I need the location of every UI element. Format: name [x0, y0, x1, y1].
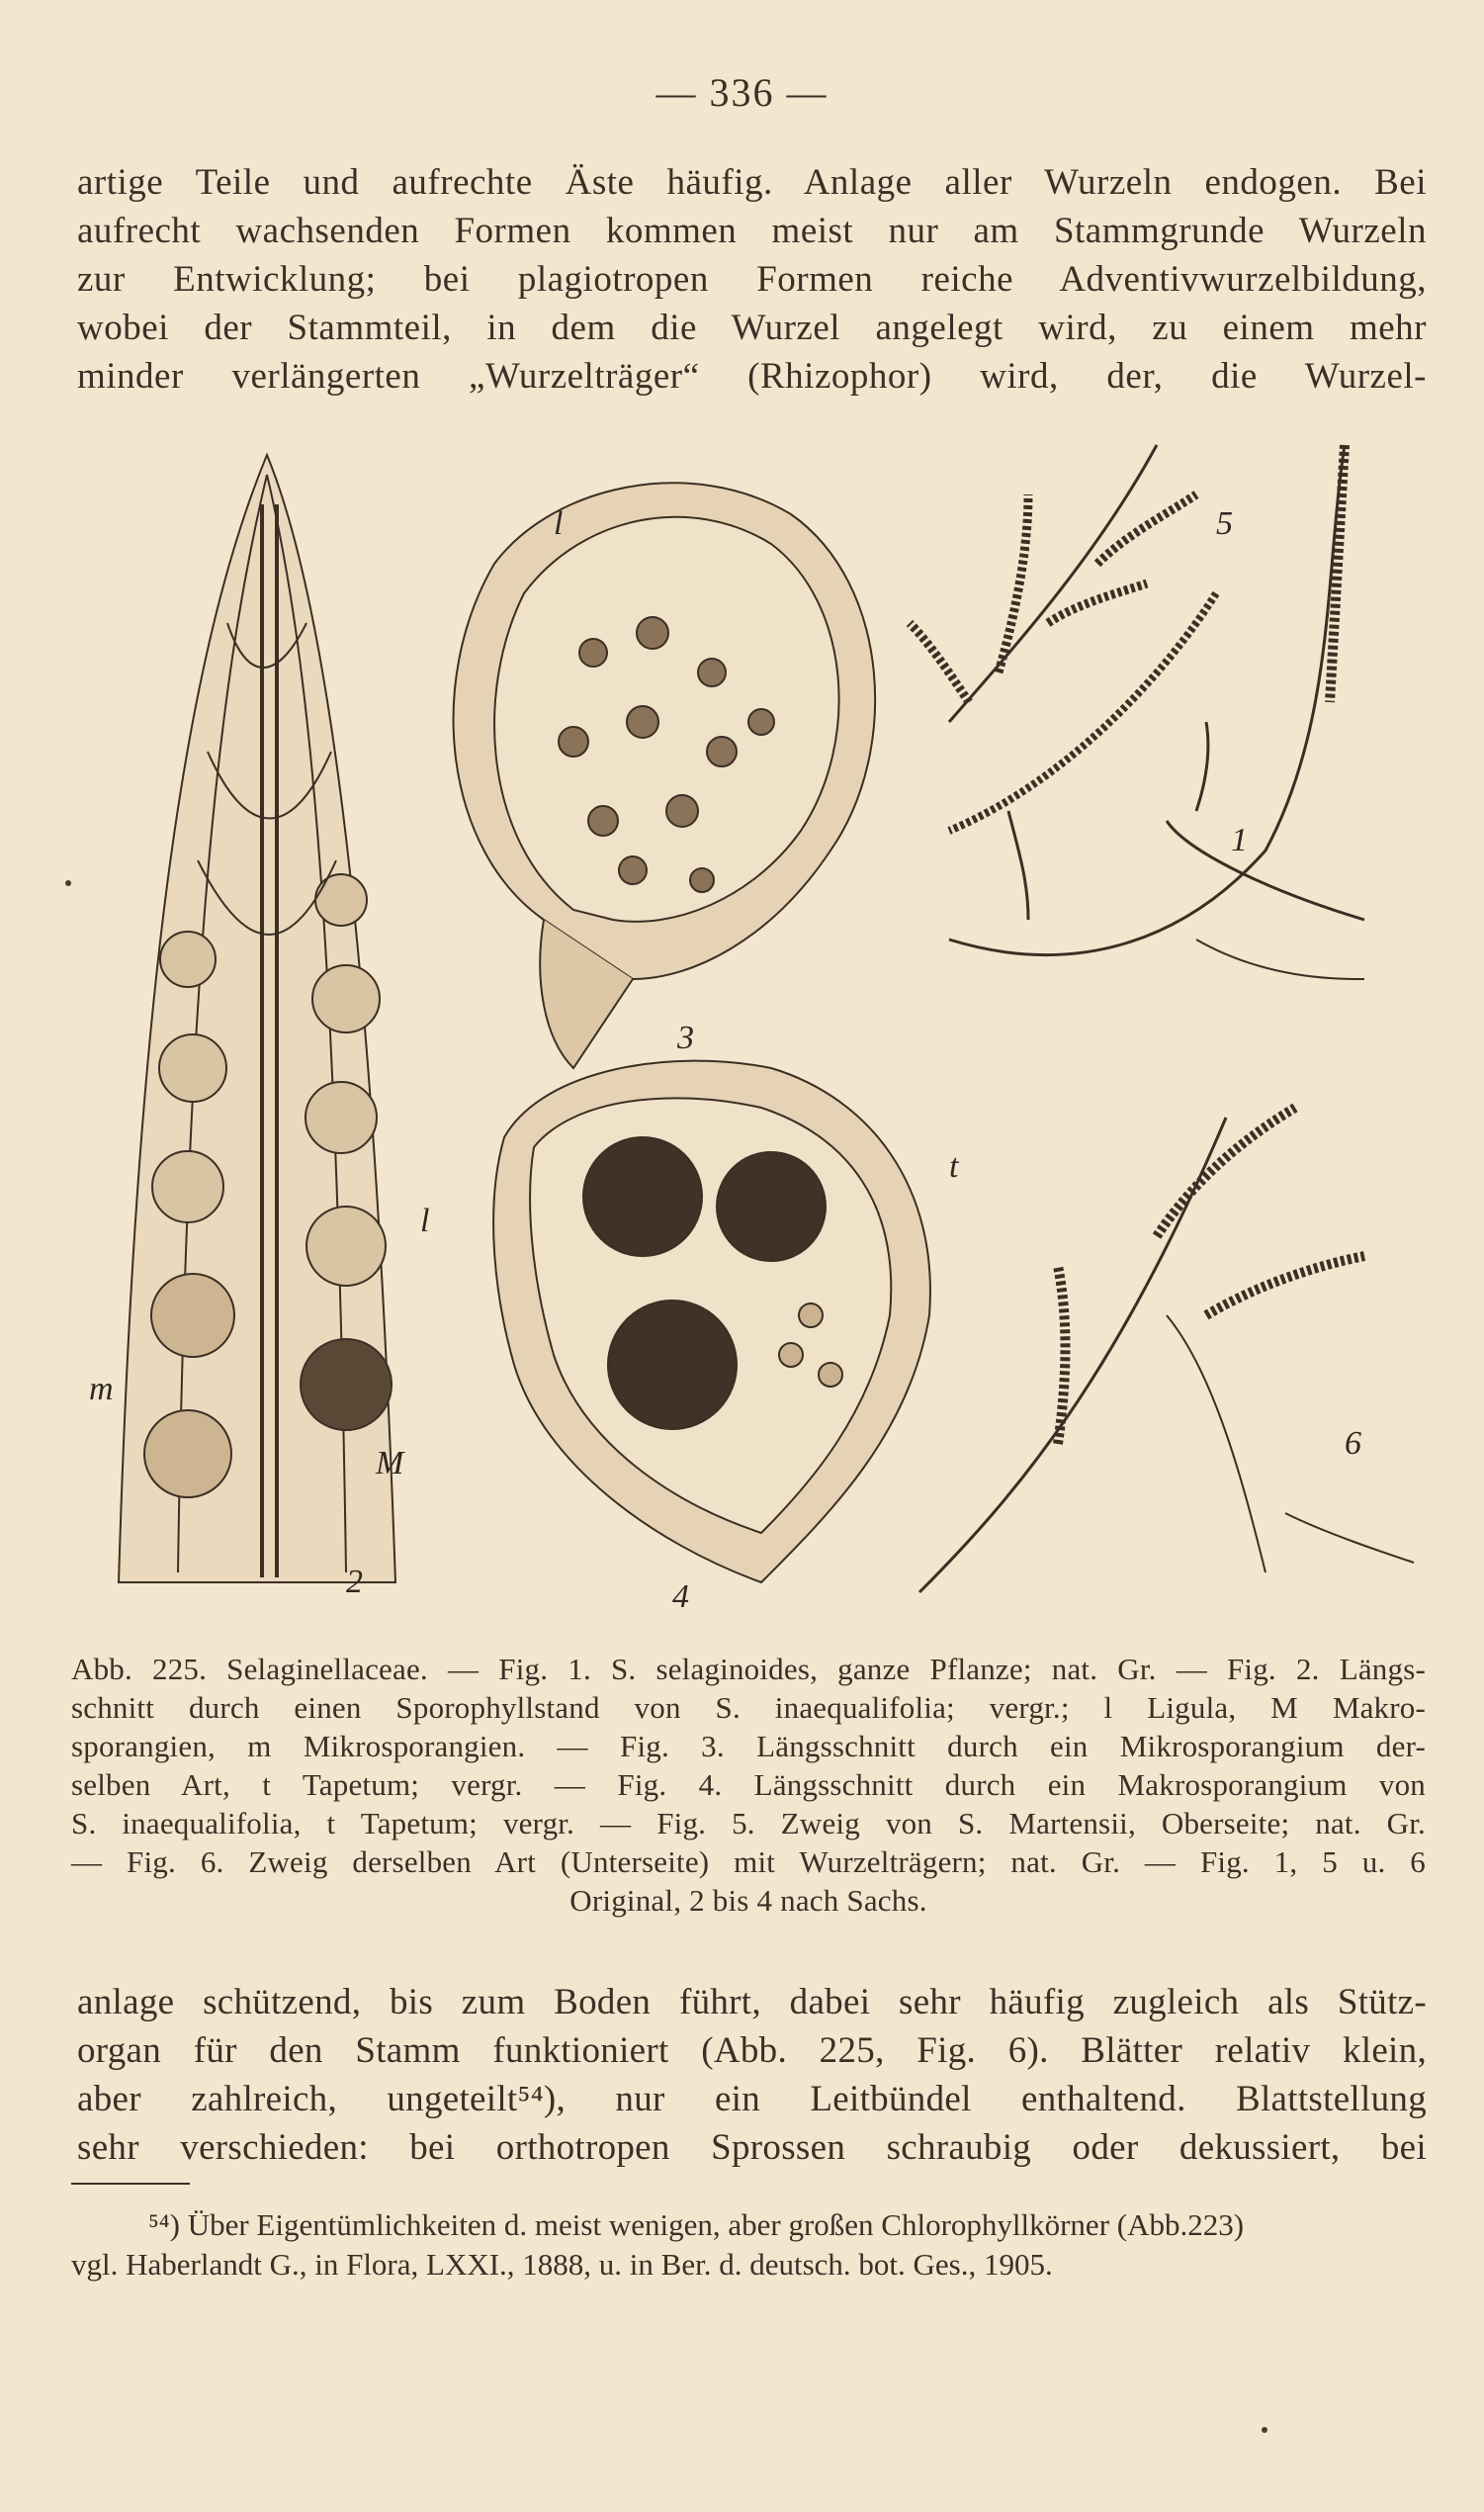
- caption-line: selben Art, t Tapetum; vergr. — Fig. 4. Längsschnitt durch ein Makrosporangium von: [71, 1767, 1426, 1802]
- text-line: minder verlängerten „Wurzelträger“ (Rhizophor) wird, der, die Wurzel-: [77, 356, 1427, 397]
- fig6-branch: [919, 1108, 1414, 1592]
- fig2-spike-section: [119, 455, 395, 1582]
- figure-caption: [71, 1650, 1426, 1920]
- fig3-microsporangium: [454, 483, 876, 1068]
- figure-illustration: [79, 425, 1424, 1622]
- label-t: t: [949, 1148, 959, 1185]
- caption-line: sporangien, m Mikrosporangien. — Fig. 3. Längsschnitt durch ein Mikrosporangium der-: [71, 1729, 1426, 1763]
- footnote: [71, 2205, 1426, 2285]
- text-line: wobei der Stammteil, in dem die Wurzel angelegt wird, zu einem mehr: [77, 308, 1427, 348]
- caption-line: Original, 2 bis 4 nach Sachs.: [569, 1883, 927, 1918]
- caption-line: Abb. 225. Selaginellaceae. — Fig. 1. S. selaginoides, ganze Pflanze; nat. Gr. — Fig. 2. Längs-: [71, 1652, 1426, 1686]
- caption-line: S. inaequalifolia, t Tapetum; vergr. — Fig. 5. Zweig von S. Martensii, Oberseite; nat. Gr.: [71, 1806, 1426, 1840]
- label-l-mid: l: [420, 1203, 430, 1239]
- label-l-top: l: [554, 505, 564, 542]
- fig1-label: 1: [1231, 822, 1248, 858]
- fig2-label: 2: [346, 1564, 363, 1600]
- text-line: organ für den Stamm funktioniert (Abb. 225, Fig. 6). Blätter relativ klein,: [77, 2030, 1427, 2071]
- top-paragraph: [77, 158, 1427, 401]
- fig5-label: 5: [1216, 505, 1233, 542]
- text-line: aber zahlreich, ungeteilt⁵⁴), nur ein Leitbündel enthaltend. Blattstellung: [77, 2079, 1427, 2119]
- text-line: aufrecht wachsenden Formen kommen meist nur am Stammgrunde Wurzeln: [77, 211, 1427, 251]
- fig4-label: 4: [672, 1578, 689, 1615]
- text-line: anlage schützend, bis zum Boden führt, dabei sehr häufig zugleich als Stütz-: [77, 1982, 1427, 2022]
- selaginella-figure: [79, 425, 1424, 1622]
- fig4-macrosporangium: [493, 1061, 930, 1582]
- text-line: artige Teile und aufrechte Äste häufig. Anlage aller Wurzeln endogen. Bei: [77, 162, 1427, 203]
- caption-line: schnitt durch einen Sporophyllstand von S. inaequalifolia; vergr.; l Ligula, M Makro-: [71, 1690, 1426, 1725]
- page-number: — 336 —: [655, 70, 829, 115]
- fig3-label: 3: [677, 1020, 694, 1056]
- label-M: M: [376, 1445, 404, 1481]
- caption-line: — Fig. 6. Zweig derselben Art (Unterseite) mit Wurzelträgern; nat. Gr. — Fig. 1, 5 u. 6: [71, 1844, 1426, 1879]
- footnote-line: ⁵⁴) Über Eigentümlichkeiten d. meist wenigen, aber großen Chlorophyllkörner (Abb.223): [148, 2207, 1245, 2242]
- fig1-whole-plant: [949, 445, 1364, 979]
- footnote-divider: [71, 2183, 190, 2185]
- printing-speck: [65, 880, 71, 886]
- bottom-paragraph: [77, 1978, 1427, 2172]
- fig6-label: 6: [1345, 1425, 1361, 1462]
- text-line: zur Entwicklung; bei plagiotropen Formen reiche Adventivwurzelbildung,: [77, 259, 1427, 300]
- printing-speck: [1262, 2427, 1267, 2433]
- label-m: m: [89, 1371, 114, 1407]
- footnote-line: vgl. Haberlandt G., in Flora, LXXI., 1888, u. in Ber. d. deutsch. bot. Ges., 1905.: [71, 2247, 1053, 2282]
- text-line: sehr verschieden: bei orthotropen Sprossen schraubig oder dekussiert, bei: [77, 2127, 1427, 2168]
